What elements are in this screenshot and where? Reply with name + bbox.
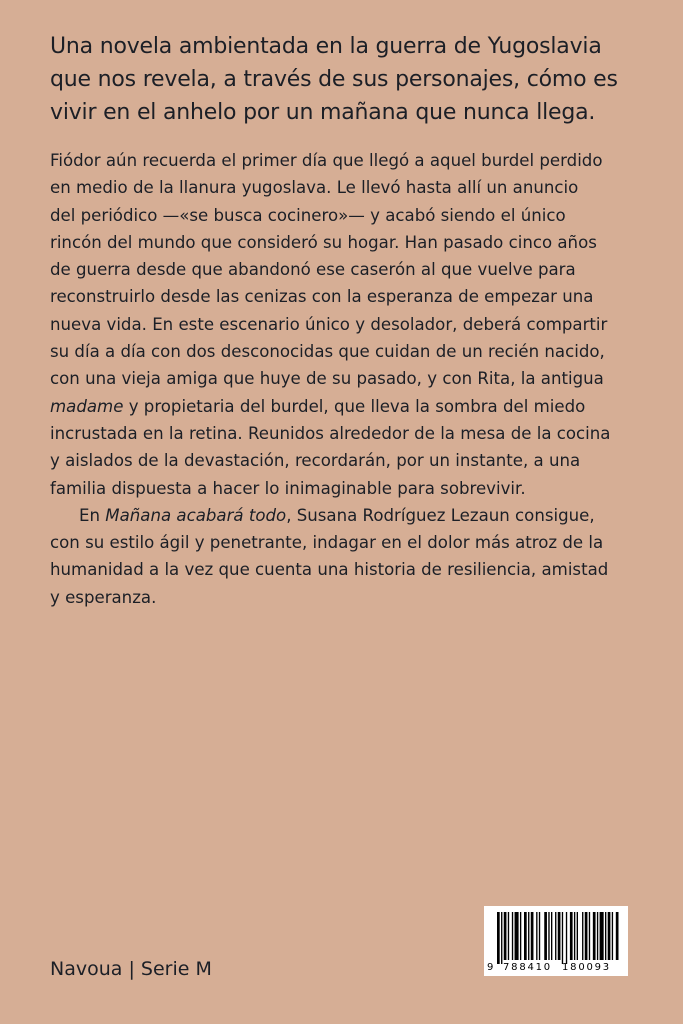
barcode-bar (577, 912, 578, 960)
synopsis-line: y aislados de la devastación, recordarán, por un instante, a una (50, 451, 581, 471)
italic-term: madame (50, 396, 124, 416)
barcode-bar (566, 912, 567, 964)
barcode-left-digits: 788410 (503, 962, 552, 973)
barcode-bar (582, 912, 583, 960)
synopsis-line: Fiódor aún recuerda el primer día que llegó a aquel burdel perdido (50, 151, 603, 170)
tagline (50, 30, 660, 129)
synopsis-line: rincón del mundo que consideró su hogar. Han pasado cinco años (50, 232, 597, 252)
barcode-bar (597, 912, 598, 960)
barcode-bar (548, 912, 549, 960)
barcode-bar (558, 912, 561, 960)
barcode-lead-digit: 9 (487, 962, 494, 973)
barcode-bar (562, 912, 563, 964)
synopsis-line: familia dispuesta a hacer lo inimaginable para sobrevivir. (50, 478, 526, 498)
barcode-bar (593, 912, 596, 960)
barcode-bar (524, 912, 527, 960)
barcode-bar (585, 912, 588, 960)
book-title: Mañana acabará todo (105, 505, 287, 525)
synopsis-text: y propietaria del burdel, que lleva la sombra del miedo (123, 396, 586, 416)
barcode-bar (501, 912, 502, 964)
barcode-bar (555, 912, 556, 960)
barcode-bar (520, 912, 521, 960)
barcode-bar (539, 912, 540, 960)
publisher-imprint: Navoua | Serie M (50, 958, 212, 980)
synopsis-line: con una vieja amiga que huye de su pasado, y con Rita, la antigua (50, 369, 604, 389)
tagline-line: Una novela ambientada en la guerra de Yugoslavia (50, 34, 602, 59)
barcode-bar (504, 912, 507, 960)
barcode-bar (616, 912, 619, 960)
barcode-bar (536, 912, 537, 960)
synopsis-text: , Susana Rodríguez Lezaun consigue, (286, 505, 595, 525)
synopsis-line: nueva vida. En este escenario único y desolador, deberá compartir (50, 314, 608, 334)
tagline-line: que nos revela, a través de sus personajes, cómo es (50, 67, 618, 92)
synopsis-line (50, 393, 650, 420)
barcode-bar (515, 912, 519, 960)
barcode-bar (512, 912, 513, 960)
synopsis-line: con su estilo ágil y penetrante, indagar en el dolor más atroz de la (50, 533, 604, 553)
barcode-bar (605, 912, 606, 960)
synopsis-line: del periódico —«se busca cocinero»— y acabó siendo el único (50, 205, 566, 225)
synopsis-line: reconstruirlo desde las cenizas con la esperanza de empezar una (50, 287, 594, 307)
tagline-line: vivir en el anhelo por un mañana que nunca llega. (50, 100, 596, 125)
synopsis-line: su día a día con dos desconocidas que cuidan de un recién nacido, (50, 342, 605, 362)
synopsis-line: y esperanza. (50, 587, 157, 607)
barcode-bar (600, 912, 604, 960)
synopsis-line: en medio de la llanura yugoslava. Le llevó hasta allí un anuncio (50, 178, 579, 198)
barcode-bar (574, 912, 575, 960)
synopsis-line: humanidad a la vez que cuenta una historia de resiliencia, amistad (50, 560, 609, 580)
barcode-bar (544, 912, 547, 960)
barcode-bar (497, 912, 500, 964)
barcode-bar (508, 912, 509, 960)
synopsis-line (50, 502, 650, 529)
synopsis-line: de guerra desde que abandonó ese caserón al que vuelve para (50, 260, 576, 280)
synopsis (50, 147, 650, 611)
synopsis-text: En (79, 505, 106, 525)
barcode-right-digits: 180093 (562, 962, 611, 973)
barcode-bar (570, 912, 573, 960)
isbn-barcode (484, 906, 628, 976)
synopsis-line: incrustada en la retina. Reunidos alrededor de la mesa de la cocina (50, 423, 611, 443)
barcode-bar (612, 912, 613, 960)
barcode-bar (551, 912, 552, 960)
barcode-bar (608, 912, 611, 960)
barcode-bar (531, 912, 534, 960)
barcode-bar (589, 912, 590, 960)
barcode-bar (528, 912, 529, 960)
